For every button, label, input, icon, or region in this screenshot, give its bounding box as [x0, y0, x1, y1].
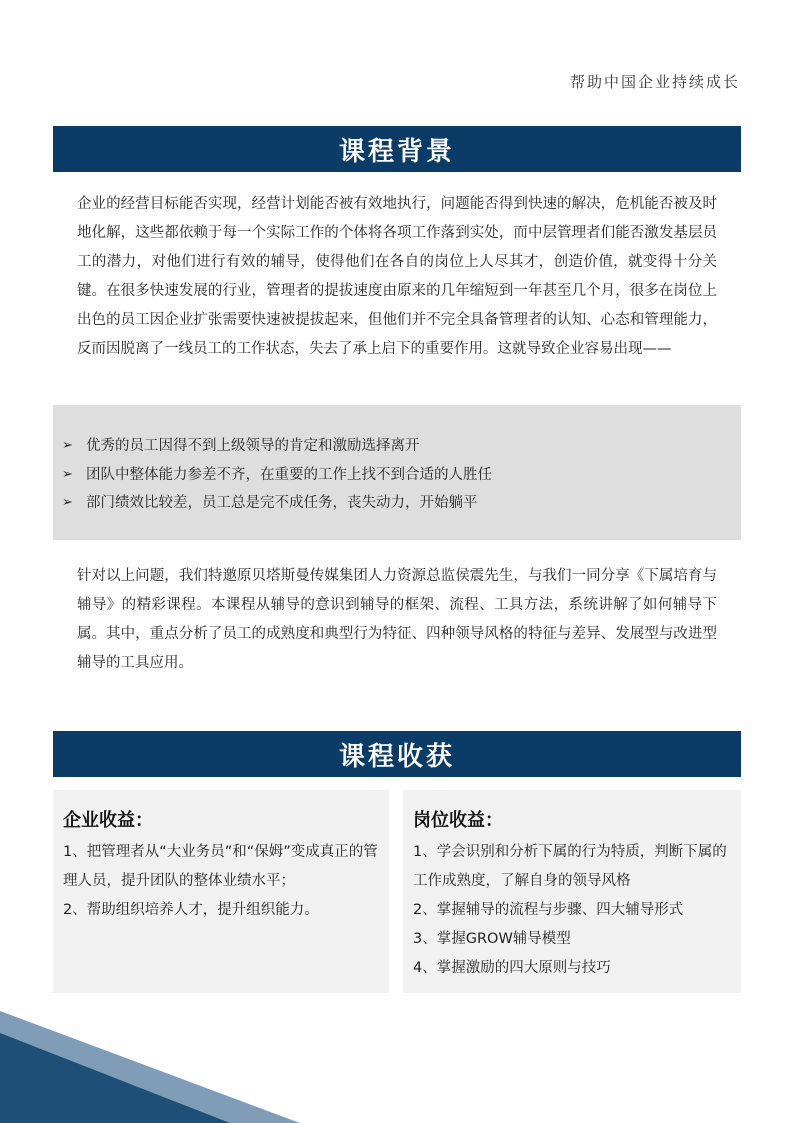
bullet-text: 团队中整体能力参差不齐，在重要的工作上找不到合适的人胜任: [86, 466, 492, 483]
arrow-bullet-icon: ➢: [62, 438, 73, 453]
section-title-background: 课程背景: [53, 126, 741, 172]
problems-box: [53, 405, 741, 540]
arrow-bullet-icon: ➢: [62, 495, 73, 510]
list-item: [62, 461, 492, 490]
list-item: 1、学会识别和分析下属的行为特质，判断下属的工作成熟度，了解自身的领导风格: [413, 844, 727, 889]
position-benefits-heading: 岗位收益：: [413, 810, 503, 831]
corner-decoration: [0, 1011, 330, 1123]
enterprise-benefits-box: [53, 790, 389, 993]
bullet-text: 部门绩效比较差，员工总是完不成任务，丧失动力，开始躺平: [86, 495, 478, 511]
background-intro-paragraph: 企业的经营目标能否实现，经营计划能否被有效地执行，问题能否得到快速的解决，危机能否被及时地化解，这些都依赖于每一个实际工作的个体将各项工作落到实处，而中层管理者们能否激发基层员工的潜力，对他们进行有效的辅导，使得他们在各自的岗位上人尽其才，创造价值，就变得十分关键。在很多快速发展的行业，管理者的提拔速度由原来的几年缩短到一年甚至几个月，很多在岗位上出色的员工因企业扩张需要快速被提拔起来，但他们并不完全具备管理者的认知、心态和管理能力，反而因脱离了一线员工的工作状态，失去了承上启下的重要作用。这就导致企业容易出现——: [77, 196, 717, 357]
list-item: 1、把管理者从“大业务员”和“保姆”变成真正的管理人员，提升团队的整体业绩水平；: [63, 844, 378, 889]
background-outro-paragraph: 针对以上问题，我们特邀原贝塔斯曼传媒集团人力资源总监侯震先生，与我们一同分享《下属培育与辅导》的精彩课程。本课程从辅导的意识到辅导的框架、流程、工具方法，系统讲解了如何辅导下属。其中，重点分析了员工的成熟度和典型行为特征、四种领导风格的特征与差异、发展型与改进型辅导的工具应用。: [77, 568, 717, 671]
section-title-gains: 课程收获: [53, 731, 741, 777]
header-tagline: 帮助中国企业持续成长: [569, 73, 740, 91]
list-item: [62, 489, 492, 518]
problems-list: [62, 432, 492, 518]
bullet-text: 优秀的员工因得不到上级领导的肯定和激励选择离开: [86, 438, 420, 454]
list-item: [62, 432, 492, 461]
list-item: 2、掌握辅导的流程与步骤、四大辅导形式: [413, 902, 684, 918]
list-item: 3、掌握GROW辅导模型: [413, 931, 571, 947]
list-item: 4、掌握激励的四大原则与技巧: [413, 960, 611, 976]
corner-decoration-dark: [0, 1033, 230, 1123]
arrow-bullet-icon: ➢: [62, 466, 73, 482]
enterprise-benefits-heading: 企业收益：: [63, 810, 153, 831]
list-item: 2、帮助组织培养人才，提升组织能力。: [63, 902, 319, 918]
position-benefits-box: [403, 790, 741, 993]
